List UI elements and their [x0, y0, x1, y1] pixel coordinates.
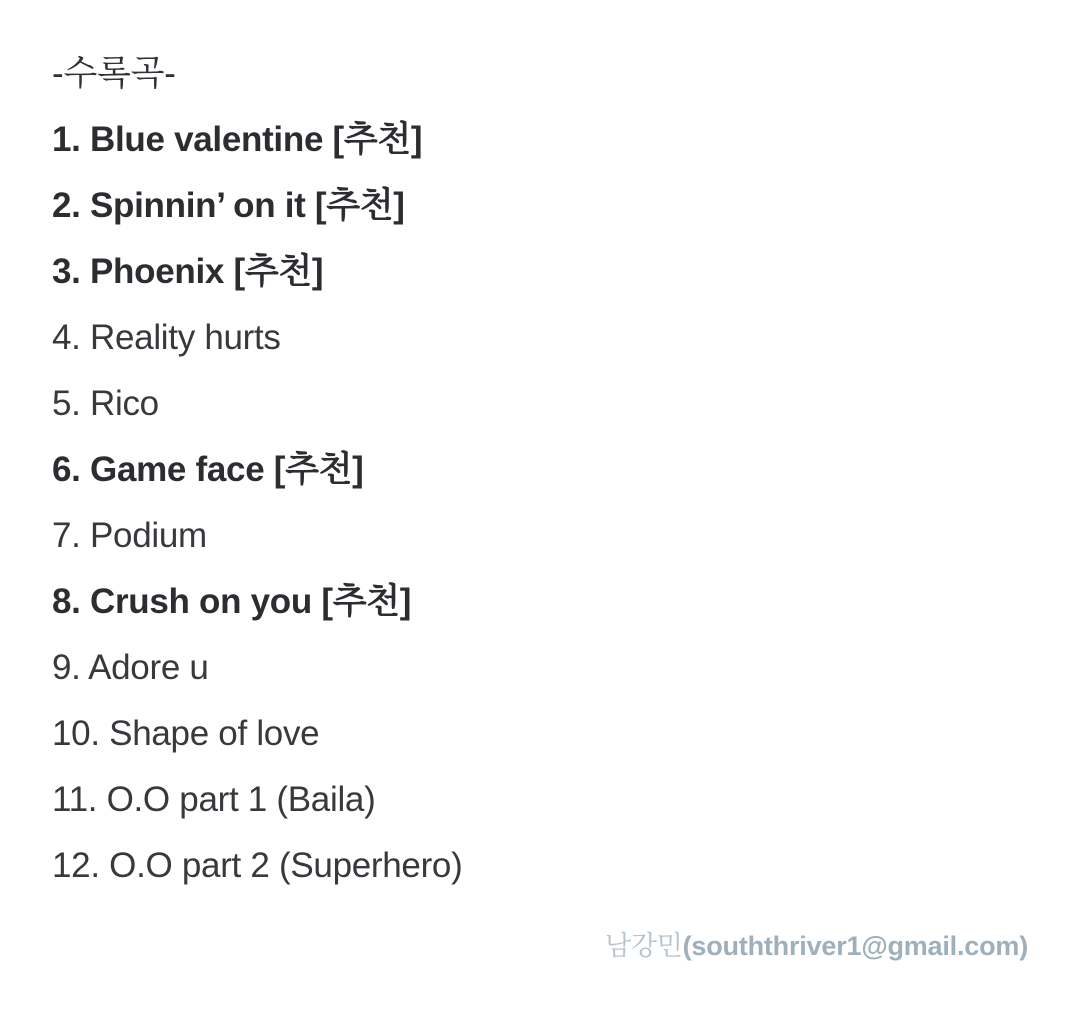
page-title: -수록곡-: [52, 54, 176, 93]
author-name: 남강민: [604, 931, 683, 961]
list-item: 1. Blue valentine [추천]: [52, 119, 423, 159]
list-item: 7. Podium: [52, 515, 207, 555]
list-item: 12. O.O part 2 (Superhero): [52, 845, 463, 885]
footer-credit: [576, 893, 1028, 994]
list-item: 9. Adore u: [52, 647, 209, 687]
list-item: 2. Spinnin’ on it [추천]: [52, 185, 405, 225]
list-item: 6. Game face [추천]: [52, 449, 364, 489]
track-list: [52, 107, 1028, 899]
list-item: 8. Crush on you [추천]: [52, 581, 412, 621]
list-item: 3. Phoenix [추천]: [52, 251, 324, 291]
list-item: 11. O.O part 1 (Baila): [52, 779, 376, 819]
author-email: (souththriver1@gmail.com): [682, 931, 1028, 961]
list-item: 4. Reality hurts: [52, 317, 281, 357]
list-item: 5. Rico: [52, 383, 159, 423]
list-item: 10. Shape of love: [52, 713, 320, 753]
